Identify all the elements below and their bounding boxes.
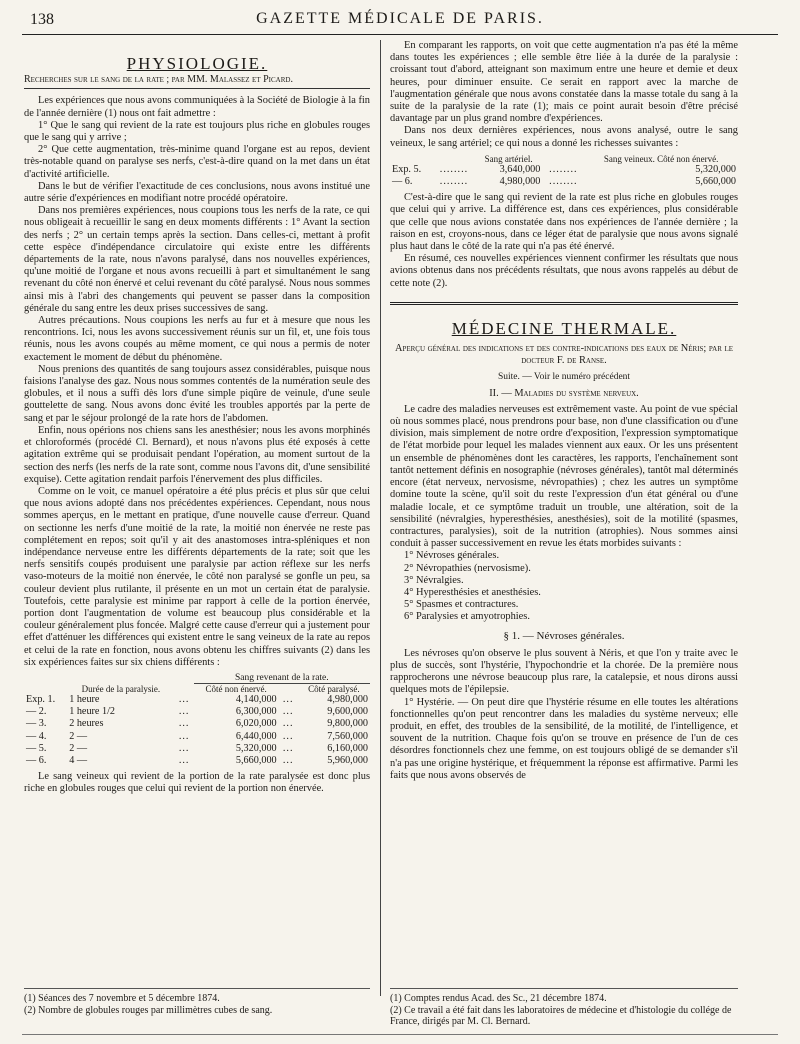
results-table: [24, 673, 370, 767]
paragraph: Les expériences que nous avons communiquées à la Société de Biologie à la fin de l'année dernière (1) nous ont fait admettre :: [24, 95, 370, 119]
journal-title: GAZETTE MÉDICALE DE PARIS.: [256, 10, 544, 27]
exp-label: — 5.: [26, 742, 47, 754]
leader-dots: ...: [178, 693, 190, 705]
exp-label: — 3.: [26, 718, 47, 730]
table-row: [24, 706, 370, 718]
venous-cell: 5,660,000: [695, 176, 736, 188]
table-header-venous: Sang veineux. Côté non énervé.: [603, 153, 719, 164]
paralyse-cell: 7,560,000: [327, 730, 368, 742]
paragraph: Les névroses qu'on observe le plus souvent à Néris, et que l'on y traite avec le plus de succès, sont l'hystérie, l'hypochondrie et la chorée. De la première nous rapprocherons une névrose beaucoup plus rare, la catalepsie, et nous dirons aussi quelques mots de l'épilepsie.: [390, 647, 738, 696]
duration-cell: 1 heure 1/2: [69, 706, 116, 718]
leader-dots: ...: [282, 742, 294, 754]
list-item: 1° Névroses générales.: [404, 550, 500, 562]
duration-cell: 2 —: [69, 742, 88, 754]
article-subtitle: Recherches sur le sang de la rate ; par MM. Malassez et Picard.: [24, 74, 370, 89]
footnotes-right: [390, 988, 738, 1028]
paragraph: Dans nos premières expériences, nous coupions tous les nerfs de la rate, ce qui nous obligeait à recueillir le sang en deux moments différents : 1° Avant la section des nerfs ; 2° un certain temps après la section. Dans celles-ci, mettant à profit cette espèce d'indépendance circulatoire qui existe entre les différents départements de la rate, nous n'avons paralysé, dans nos nouvelles expériences, qu'une moitié de l'organe et nous avons recueilli à part et simultanément le sang revenant du côté non énervé et celui revenant du côté paralysé. Nous nous sommes ainsi mis à l'abri des changements qui peuvent se passer dans la composition générale du sang entre les deux prises successives de sang.: [24, 205, 370, 314]
table-row: [24, 731, 370, 743]
subsection-heading: § 1. — Névroses générales.: [503, 629, 625, 642]
part-heading: II. — Maladies du système nerveux.: [489, 387, 639, 399]
non-enerve-cell: 6,020,000: [235, 718, 277, 730]
table-header-paralyse: Côté paralysé.: [308, 683, 360, 694]
leader-dots: ...: [282, 754, 294, 766]
leader-dots: ...: [178, 742, 190, 754]
leader-dots: ........: [549, 163, 578, 175]
leader-dots: ...: [178, 730, 190, 742]
footnote: (1) Séances des 7 novembre et 5 décembre 1874.: [24, 993, 220, 1004]
arterial-cell: 3,640,000: [499, 163, 541, 175]
leader-dots: ........: [439, 176, 469, 188]
duration-cell: 4 —: [69, 754, 88, 766]
continuation-note: Suite. — Voir le numéro précédent: [497, 372, 631, 383]
non-enerve-cell: 5,320,000: [235, 742, 277, 754]
footnote: (2) Ce travail a été fait dans les laboratoires de médecine et d'histologie du collége de France, dirigés par M. Cl. Bernard.: [390, 1004, 732, 1027]
table-row: [24, 755, 370, 767]
non-enerve-cell: 6,300,000: [235, 706, 277, 718]
leader-dots: ...: [178, 754, 190, 766]
list-item: 2° Névropathies (nervosisme).: [404, 562, 531, 574]
page-header: [22, 8, 778, 32]
paragraph: C'est-à-dire que le sang qui revient de la rate est plus riche en globules rouges que celui qui y arrive. La différence est, dans ces expériences, plus considérable que celle que nous avions constatée dans nos expériences de l'année dernière ; la raison en est, croyons-nous, dans ce léger état de paralysie que nous avons signalé plus haut dans le côté de la rate qui n'a pas été énervé.: [390, 192, 738, 253]
exp-label: — 4.: [26, 730, 47, 742]
paragraph: 1° Que le sang qui revient de la rate est toujours plus riche en globules rouges que le sang qui y arrive ;: [24, 119, 370, 144]
table-header-duration: Durée de la paralysie.: [81, 683, 161, 694]
duration-cell: 2 heures: [69, 718, 104, 730]
left-column: [24, 40, 370, 796]
paragraph: En comparant les rapports, on voit que cette augmentation n'a pas été la même dans toutes les expériences ; elle semble être liée à la durée de la paralysie : croissant tout d'abord, atteignant son maximum entre une heure et demie et deux heures, pour diminuer ensuite. Ce serait en rapport avec la marche de l'augmentation générale que nous avons constatée dans la masse totale du sang à la suite de la paralysie de la rate (1); mais ce point aurait besoin d'être précisé davantage par un plus grand nombre d'expériences.: [390, 40, 738, 125]
paragraph: En résumé, ces nouvelles expériences viennent confirmer les résultats que nous avions obtenus dans nos précédents résultats, que nous avons rappelés au début de cette note (2).: [390, 253, 738, 289]
leader-dots: ........: [439, 163, 469, 175]
footnote: (2) Nombre de globules rouges par millimètres cubes de sang.: [24, 1004, 273, 1016]
leader-dots: ...: [282, 718, 294, 730]
table-header-non-enerve: Côté non énervé.: [205, 683, 267, 694]
paragraph: Nous prenions des quantités de sang toujours assez considérables, puisque nous faisions l'analyse des gaz. Nous nous sommes contentés de la numération seule des globules, et il nous a suffi dès lors d'une simple piqûre de veinule, d'une seule gouttelette de sang. Nous avons donc évité les troubles apportés par la perte de sang et par le séjour prolongé de la rate hors de l'abdomen.: [24, 363, 370, 424]
non-enerve-cell: 6,440,000: [235, 730, 277, 742]
paralyse-cell: 5,960,000: [327, 754, 368, 766]
right-column: [390, 40, 738, 782]
list-item: 6° Paralysies et amyotrophies.: [404, 611, 530, 623]
list-item: 5° Spasmes et contractures.: [404, 599, 519, 611]
table-row: [24, 743, 370, 755]
table-header-arterial: Sang artériel.: [484, 153, 533, 164]
table-row: [390, 176, 738, 188]
footnotes-left: [24, 988, 370, 1016]
section-divider: [390, 302, 738, 305]
exp-label: — 6.: [26, 754, 47, 766]
page-number: 138: [30, 11, 54, 28]
paragraph: Le cadre des maladies nerveuses est extrêmement vaste. Au point de vue spécial où nous sommes placé, nous prendrons pour base, non d'une classification ou d'une division, mais simplement de notre ordre d'exposition, l'expression symptomatique de l'état morbide pour lequel les malades viennent aux eaux. Or les uns présentent un ensemble de phénomènes dont les caractères, les rapports, l'enchaînement sont tantôt nettement définis en nosographie (névroses générales), tantôt mal déterminés encore (état nerveux, nervosisme, névropathies) ; chez les autres un symptôme domine toute la scène, qu'il soit du reste l'expression d'un état général ou d'une maladie locale, et ce symptôme traduit un trouble, une altération, soit de la sensibilité (névralgies, hyperesthésies, anesthésies), soit de la motilité (spasmes, contractures, paralysies), soit de la nutrition (atrophies). Nous sommes ainsi conduit à passer successivement en revue les états morbides suivants :: [390, 403, 738, 550]
blood-richness-table: [390, 154, 738, 188]
table-group-header: Sang revenant de la rate.: [194, 673, 370, 684]
leader-dots: ...: [282, 706, 294, 718]
exp-label: Exp. 1.: [26, 693, 56, 705]
paragraph: Le sang veineux qui revient de la portion de la rate paralysée est donc plus riche en globules rouges que celui qui revient de la portion non énervée.: [24, 771, 370, 795]
duration-cell: 2 —: [69, 730, 88, 742]
paragraph: Comme on le voit, ce manuel opératoire a été plus précis et plus sûr que celui que nous avions adopté dans nos précédentes expériences. Cependant, nous nous sommes aperçus, en le mettant en pratique, d'une nouvelle cause d'erreur. Quand on sectionne les nerfs d'une moitié de la rate, la moitié non énervée ne reste pas complétement en repos; soit qu'il y ait des anastomoses intra-spléniques et non indépendance nerveuse entre les différents départements de la rate; soit que les nerfs sensitifs coupés produisent une paralysie par action réflexe sur les nerfs vaso-moteurs de la moitié non énervée, le côté non paralysé se gonfle un peu, sa couleur devient plus rutilante, il présente en un mot un certain état de paralysie. Toutefois, cette paralysie est minime par rapport à celle de la portion énervée, portion dont l'augmentation de volume est beaucoup plus considérable et la couleur généralement plus foncée. Malgré cette cause d'erreur qui a justement pour effet d'atténuer les différences qui existent entre le sang veineux de la rate au repos et celui de la rate en fonction, nous avons obtenu les chiffres suivants (2) dans les six expériences faites sur six chiens différents :: [24, 485, 370, 668]
leader-dots: ...: [282, 730, 294, 742]
list-item: 4° Hyperesthésies et anesthésies.: [404, 586, 541, 598]
paralyse-cell: 6,160,000: [327, 742, 368, 754]
paralyse-cell: 9,800,000: [327, 718, 368, 730]
paragraph: Enfin, nous opérions nos chiens sans les anesthésier; nous les avons morphinés et chloroformés (procédé Cl. Bernard), et nous n'avons plus été exposés à cette agitation extrême qui se produisait pendant l'opération, au moment surtout de la section des nerfs (les nerfs de la rate sont, comme nous l'avons dit, d'une sensibilité exquise). Cette agitation rendait parfois l'énervement des plus difficiles.: [24, 424, 370, 485]
exp-label: — 2.: [26, 706, 47, 718]
paragraph: Dans le but de vérifier l'exactitude de ces conclusions, nous avons institué une autre série d'expériences en modifiant notre procédé opératoire.: [24, 180, 370, 205]
bottom-rule: [22, 1034, 778, 1035]
non-enerve-cell: 4,140,000: [235, 693, 277, 705]
leader-dots: ...: [178, 718, 190, 730]
exp-label: — 6.: [392, 176, 413, 188]
table-row: [24, 694, 370, 706]
table-row: [24, 718, 370, 730]
leader-dots: ...: [282, 693, 294, 705]
paragraph: 1° Hystérie. — On peut dire que l'hystérie résume en elle toutes les altérations fonctionnelles qu'on peut rencontrer dans les maladies du système nerveux; elle produit, en effet, des troubles de la sensibilité, de la motilité, de l'intelligence, et souvent de la nutrition. Chaque fois qu'on se trouve en présence de l'un de ces désordres fonctionnels chez une femme, on est toujours obligé de se demander s'il n'a pas une origine hystérique, et fréquemment la réponse est affirmative. Parmi les faits que nous avons observés de: [390, 696, 738, 781]
exp-label: Exp. 5.: [392, 163, 422, 175]
venous-cell: 5,320,000: [695, 163, 736, 175]
arterial-cell: 4,980,000: [499, 176, 541, 188]
leader-dots: ........: [549, 176, 578, 188]
leader-dots: ...: [178, 706, 190, 718]
paralyse-cell: 9,600,000: [327, 706, 368, 718]
header-rule: [22, 34, 778, 35]
footnote: (1) Comptes rendus Acad. des Sc., 21 décembre 1874.: [390, 993, 607, 1004]
paragraph: 2° Que cette augmentation, très-minime quand l'organe est au repos, devient très-notable quand on paralyse ses nerfs, c'est-à-dire quand on la met dans un état d'activité artificielle.: [24, 144, 370, 180]
list-item: 3° Névralgies.: [404, 574, 464, 586]
section-title-medecine-thermale: MÉDECINE THERMALE.: [451, 318, 677, 338]
paralyse-cell: 4,980,000: [327, 693, 368, 705]
duration-cell: 1 heure: [69, 693, 100, 705]
paragraph: Autres précautions. Nous coupions les nerfs au fur et à mesure que nous les rencontrions. Ici, nous les avons successivement réunis sur un fil, et, une fois tous réunis, nous les avons coupés au même moment, ce qui nous a permis de noter exactement le moment de début du phénomène.: [24, 315, 370, 363]
section-title-physiologie: PHYSIOLOGIE.: [126, 54, 268, 73]
column-divider: [380, 40, 381, 996]
table-row: [390, 164, 738, 176]
article-subtitle: Aperçu général des indications et des contre-indications des eaux de Néris; par le docteur F. de Ranse.: [394, 343, 734, 367]
non-enerve-cell: 5,660,000: [235, 754, 277, 766]
paragraph: Dans nos deux dernières expériences, nous avons analysé, outre le sang veineux, le sang artériel; ce qui nous a donné les richesses suivantes :: [390, 125, 738, 149]
